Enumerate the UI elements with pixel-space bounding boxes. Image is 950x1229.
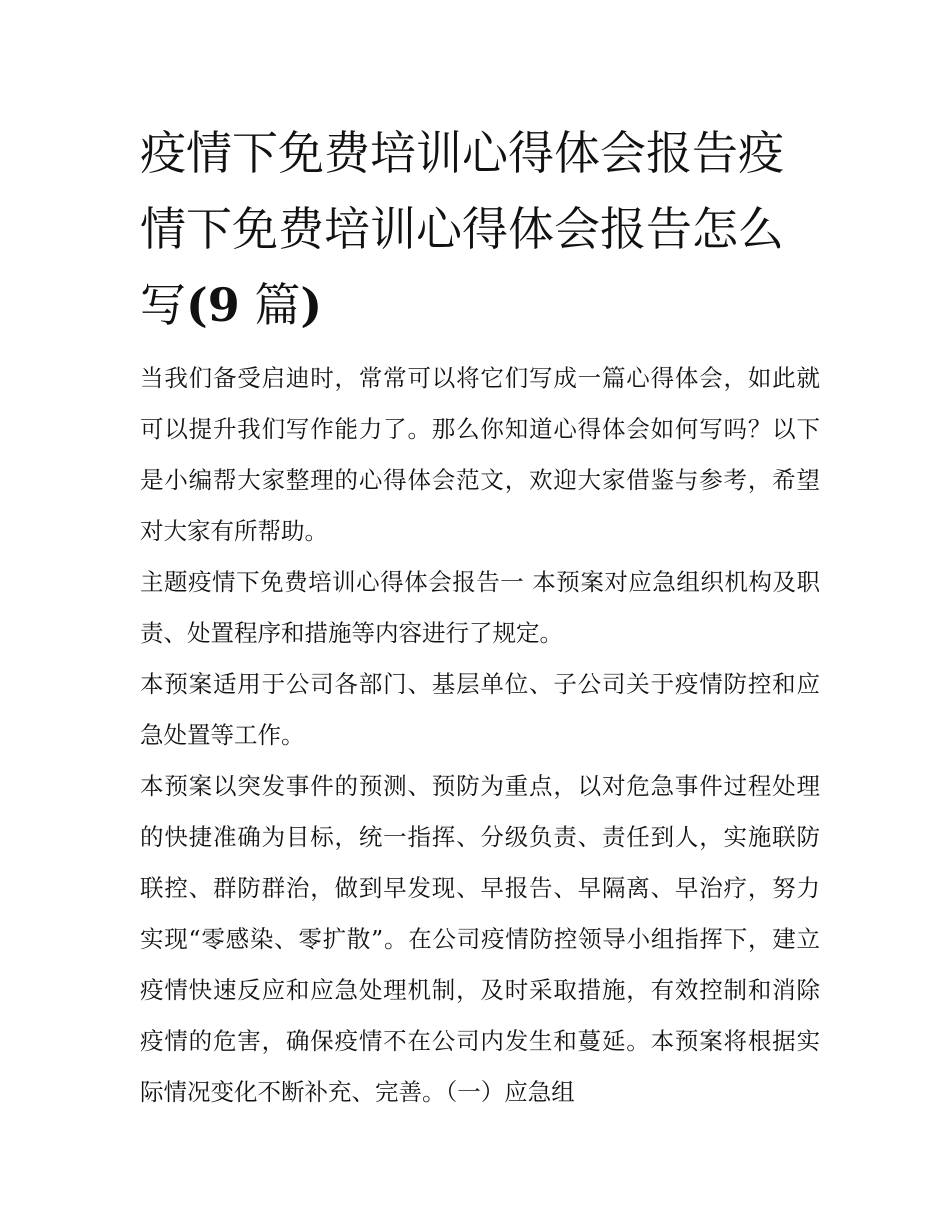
paragraph-intro: 当我们备受启迪时，常常可以将它们写成一篇心得体会，如此就可以提升我们写作能力了。那么你知道心得体会如何写吗？以下是小编帮大家整理的心得体会范文，欢迎大家借鉴与参考，希望对大家有所帮助。 bbox=[140, 364, 820, 545]
document-content bbox=[140, 115, 820, 1118]
paragraph-scope: 本预案适用于公司各部门、基层单位、子公司关于疫情防控和应急处置等工作。 bbox=[140, 670, 820, 749]
title-count-open: (9 bbox=[186, 278, 240, 332]
paragraph-topic: 主题疫情下免费培训心得体会报告一 本预案对应急组织机构及职责、处置程序和措施等内容进行了规定。 bbox=[140, 568, 820, 647]
document-title bbox=[140, 115, 820, 343]
title-count-unit: 篇 bbox=[239, 278, 301, 332]
paragraph-principles: 本预案以突发事件的预测、预防为重点，以对危急事件过程处理的快捷准确为目标，统一指挥、分级负责、责任到人，实施联防联控、群防群治，做到早发现、早报告、早隔离、早治疗，努力实现“零感染、零扩散”。在公司疫情防控领导小组指挥下，建立疫情快速反应和应急处理机制，及时采取措施，有效控制和消除疫情的危害，确保疫情不在公司内发生和蔓延。本预案将根据实际情况变化不断补充、完善。（一）应急组 bbox=[140, 772, 820, 1106]
title-text: 疫情下免费培训心得体会报告疫情下免费培训心得体会报告怎么写 bbox=[140, 126, 784, 332]
title-count-close: ) bbox=[300, 278, 323, 332]
